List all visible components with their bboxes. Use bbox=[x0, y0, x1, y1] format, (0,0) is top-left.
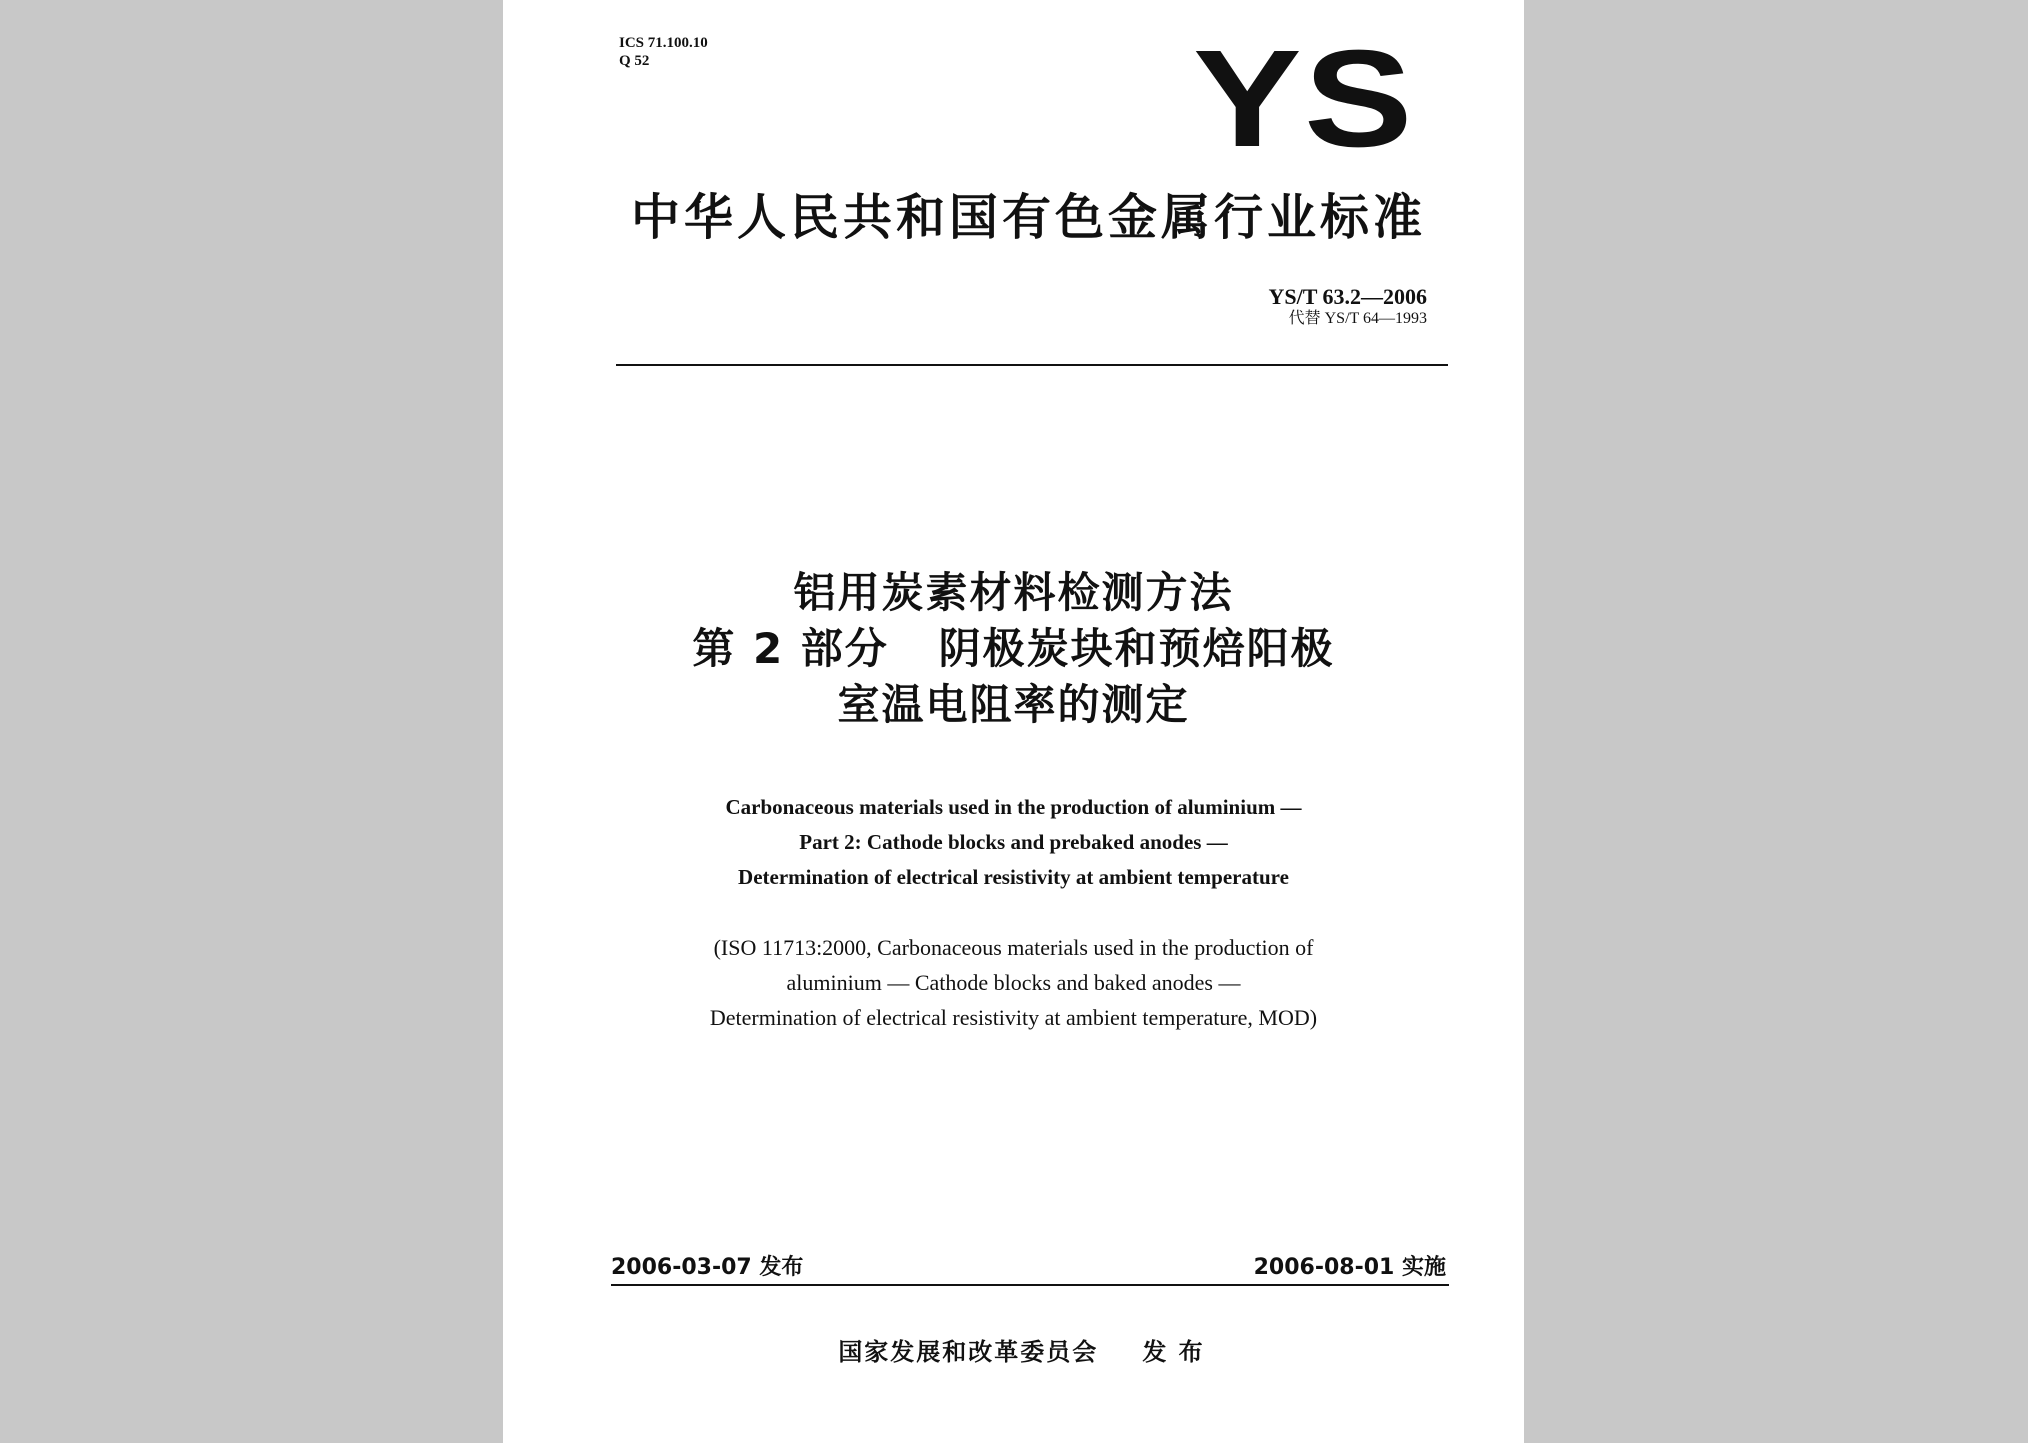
english-title-line-3: Determination of electrical resistivity at ambient temperature bbox=[738, 865, 1289, 889]
publisher-name: 国家发展和改革委员会 bbox=[838, 1338, 1099, 1366]
publish-word: 发 布 bbox=[1142, 1338, 1205, 1366]
chinese-title-line-2: 第 2 部分 阴极炭块和预焙阳极 bbox=[692, 624, 1335, 673]
ics-code: ICS 71.100.10 bbox=[619, 35, 708, 51]
footer-divider bbox=[611, 1284, 1449, 1286]
iso-reference-line-2: aluminium — Cathode blocks and baked anodes — bbox=[786, 970, 1241, 995]
standard-code-block bbox=[1268, 284, 1427, 328]
chinese-title-line-3: 室温电阻率的测定 bbox=[837, 680, 1190, 729]
class-code: Q 52 bbox=[619, 53, 650, 69]
header-divider bbox=[616, 364, 1448, 366]
replaces-code: 代替 YS/T 64—1993 bbox=[1288, 310, 1427, 327]
standard-title: 中华人民共和国有色金属行业标准 bbox=[630, 189, 1426, 246]
standard-code: YS/T 63.2—2006 bbox=[1268, 284, 1427, 309]
publisher-line bbox=[503, 1332, 1524, 1367]
implementation-date: 2006-08-01 实施 bbox=[1253, 1255, 1446, 1280]
iso-reference bbox=[503, 930, 1524, 1035]
standard-cover-page bbox=[503, 0, 1524, 1443]
chinese-title bbox=[503, 565, 1524, 733]
english-title bbox=[503, 790, 1524, 895]
english-title-line-2: Part 2: Cathode blocks and prebaked anodes — bbox=[799, 830, 1228, 854]
iso-reference-line-1: (ISO 11713:2000, Carbonaceous materials used in the production of bbox=[713, 935, 1314, 960]
ys-logo: YS bbox=[1193, 22, 1415, 176]
english-title-line-1: Carbonaceous materials used in the production of aluminium — bbox=[725, 795, 1302, 819]
iso-reference-line-3: Determination of electrical resistivity at ambient temperature, MOD) bbox=[709, 1005, 1318, 1030]
chinese-title-line-1: 铝用炭素材料检测方法 bbox=[793, 568, 1234, 617]
issue-date: 2006-03-07 发布 bbox=[611, 1255, 804, 1280]
classification-codes bbox=[619, 34, 708, 70]
